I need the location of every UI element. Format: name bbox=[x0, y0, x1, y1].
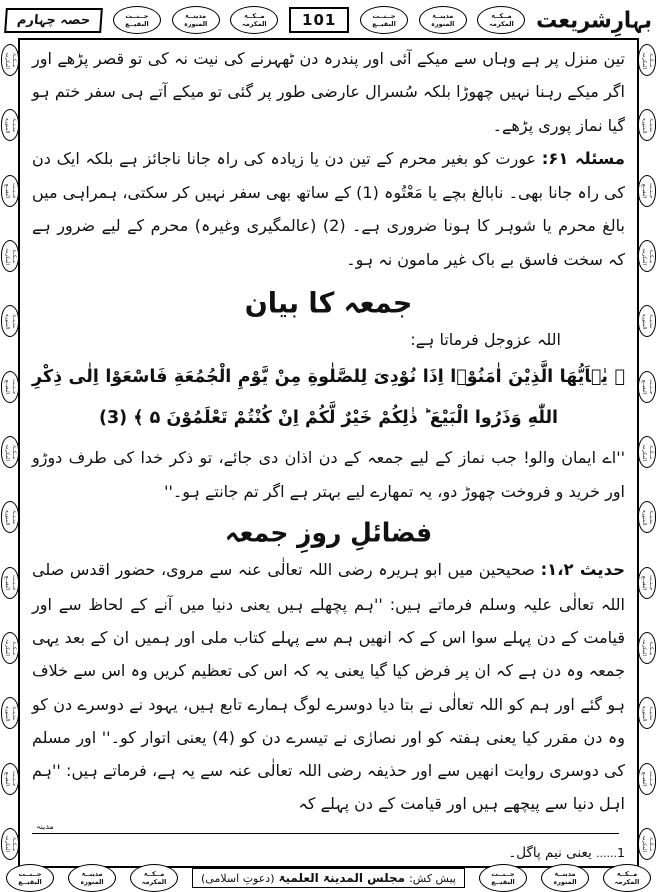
catchword: مدینہ bbox=[36, 821, 54, 831]
badge-line: المکرمہ bbox=[614, 878, 640, 886]
badge-line: المکرمہ bbox=[141, 878, 167, 886]
hadith-paragraph bbox=[32, 553, 625, 820]
badge-makkah-mukarramah bbox=[603, 864, 651, 892]
margin-badge-madinah: مدینــۃ المنورہ bbox=[1, 109, 19, 141]
badge-jannat-albaqi bbox=[113, 6, 161, 34]
badge-line: مــکــۃ bbox=[143, 869, 165, 878]
badge-line: مدینــۃ bbox=[81, 869, 103, 878]
translation-text: ''اے ایمان والو! جب نماز کے لیے جمعہ کے دن اذان دی جائے، تو ذکر خدا کی طرف دوڑو اور خرید و فروخت چھوڑ دو، یہ تمھارے لیے بہتر ہے اگر تم جانتے ہو۔'' bbox=[32, 448, 625, 501]
badge-line: البقیــع bbox=[372, 20, 396, 28]
badge-line: جــنــت bbox=[18, 869, 42, 878]
left-margin-badge-rail bbox=[0, 44, 20, 860]
badge-madinah-munawwarah bbox=[419, 6, 467, 34]
margin-badge-jannat: جــنــت البقیــع bbox=[638, 175, 656, 207]
masala-text: عورت کو بغیر محرم کے تین دن یا زیادہ کی راہ جانا ناجائز ہے بلکہ ایک دن کی راہ جانا بھی۔ نابالغ بچے یا مَعْتُوہ (1) کے ساتھ بھی سفر نہیں کر سکتی، ہمراہی میں بالغ محرم یا شوہر کا ہونا ضروری ہے۔ (2) (عالمگیری وغیرہ) محرم کے لیے ضرور ہے کہ سخت فاسق بے باک غیر مامون نہ ہو۔ bbox=[32, 148, 625, 269]
badge-line: المنورہ bbox=[553, 878, 577, 886]
footnote-number: 1 bbox=[617, 844, 625, 860]
header-row bbox=[0, 4, 657, 36]
badge-makkah-mukarramah bbox=[230, 6, 278, 34]
margin-badge-makkah: مــکــۃ المکرمہ bbox=[638, 828, 656, 860]
paragraph-text: تین منزل پر ہے وہاں سے میکے آئی اور پندرہ دن ٹھہرنے کی نیت نہ کی تو قصر پڑھے اور اگر میکے رہنا نہیں چھوڑا بلکہ سُسرال عارضی طور پر گئی تو میکے آتے ہی سفر ختم ہو گیا نماز پوری پڑھے۔ bbox=[32, 49, 625, 135]
right-margin-badge-rail bbox=[637, 44, 657, 860]
margin-badge-madinah: مدینــۃ المنورہ bbox=[1, 697, 19, 729]
publisher-label: پیش کش: bbox=[409, 871, 456, 885]
page-number: 101 bbox=[289, 7, 349, 33]
badge-madinah-munawwarah bbox=[541, 864, 589, 892]
section-heading-jumua: جمعہ کا بیان bbox=[244, 287, 413, 320]
margin-badge-makkah: مــکــۃ المکرمہ bbox=[1, 44, 19, 76]
badge-madinah-munawwarah bbox=[172, 6, 220, 34]
badge-jannat-albaqi bbox=[360, 6, 408, 34]
badge-line: جــنــت bbox=[372, 11, 396, 20]
part-label-box: حصہ چہارم bbox=[4, 8, 103, 33]
margin-badge-makkah: مــکــۃ المکرمہ bbox=[1, 436, 19, 468]
margin-badge-makkah: مــکــۃ المکرمہ bbox=[638, 436, 656, 468]
publisher-box bbox=[192, 868, 465, 888]
quran-intro-line: اللہ عزوجل فرماتا ہے: bbox=[410, 330, 561, 350]
badge-line: المکرمہ bbox=[489, 20, 514, 28]
badge-line: جــنــت bbox=[491, 869, 515, 878]
badge-line: مدینــۃ bbox=[432, 11, 454, 20]
margin-badge-madinah: مدینــۃ المنورہ bbox=[638, 501, 656, 533]
body-paragraph-travel-ruling bbox=[32, 42, 625, 142]
publisher-name: مجلس المدینۃ العلمیۃ bbox=[278, 871, 406, 885]
badge-line: البقیــع bbox=[491, 878, 515, 886]
margin-badge-jannat: جــنــت البقیــع bbox=[1, 567, 19, 599]
book-title: بہارِشریعت bbox=[536, 7, 652, 33]
footer-row bbox=[0, 865, 657, 891]
margin-badge-jannat: جــنــت البقیــع bbox=[638, 567, 656, 599]
page-content bbox=[26, 40, 631, 866]
hadith-text: صحیحین میں ابو ہریرہ رضی اللہ تعالٰی عنہ سے مروی، حضور اقدس صلی اللہ تعالٰی علیہ وسلم فرماتے ہیں: ''ہم پچھلے ہیں یعنی دنیا میں آنے کے لحاظ سے اور قیامت کے دن پہلے سوا اس کے کہ انھیں ہم سے پہلے کتاب ملی اور ہمیں ان کے بعد یہی جمعہ وہ دن ہے کہ ان پر فرض کیا گیا یعنی یہ کہ اس کی تعظیم کریں وہ اس سے خلاف ہو گئے اور ہم کو اللہ تعالٰی نے بتا دیا دوسرے لوگ ہمارے تابع ہیں، یہود نے دوسرے دن کو وہ دن مقرر کیا یعنی ہفتہ کو اور نصارٰی نے تیسرے دن کو (4) یعنی اتوار کو۔'' اور مسلم کی دوسری روایت انھیں سے اور حذیفہ رضی اللہ تعالٰی عنہ سے یہ ہے، فرماتے ہیں: ''ہم اہل دنیا سے پیچھے ہیں اور قیامت کے دن پہلے کہ bbox=[32, 560, 625, 814]
footnote-leader-dots: ...... bbox=[596, 846, 618, 860]
margin-badge-jannat: جــنــت البقیــع bbox=[1, 371, 19, 403]
badge-line: المنورہ bbox=[431, 20, 455, 28]
footnotes-block bbox=[32, 840, 625, 866]
badge-line: مدینــۃ bbox=[554, 869, 576, 878]
badge-line: البقیــع bbox=[18, 878, 42, 886]
margin-badge-makkah: مــکــۃ المکرمہ bbox=[1, 632, 19, 664]
publisher-suffix: (دعوتِ اسلامی) bbox=[201, 871, 275, 885]
badge-line: المنورہ bbox=[80, 878, 104, 886]
margin-badge-jannat: جــنــت البقیــع bbox=[638, 371, 656, 403]
masala-number-label: مسئلہ ۶۱: bbox=[541, 148, 625, 168]
badge-makkah-mukarramah bbox=[477, 6, 525, 34]
footnote-1 bbox=[32, 840, 625, 866]
margin-badge-jannat: جــنــت البقیــع bbox=[1, 175, 19, 207]
margin-badge-madinah: مدینــۃ المنورہ bbox=[1, 305, 19, 337]
margin-badge-madinah: مدینــۃ المنورہ bbox=[638, 305, 656, 337]
hadith-number-label: حدیث ۱،۲: bbox=[540, 560, 626, 580]
badge-line: البقیــع bbox=[125, 20, 149, 28]
verse-translation bbox=[32, 441, 625, 508]
badge-makkah-mukarramah bbox=[130, 864, 178, 892]
margin-badge-makkah: مــکــۃ المکرمہ bbox=[638, 44, 656, 76]
margin-badge-madinah: مدینــۃ المنورہ bbox=[638, 109, 656, 141]
separator-line bbox=[32, 833, 619, 834]
footnote-text: یعنی نیم پاگل۔ bbox=[508, 844, 592, 861]
margin-badge-jannat: جــنــت البقیــع bbox=[1, 763, 19, 795]
footnote-separator bbox=[32, 821, 625, 839]
margin-badge-madinah: مدینــۃ المنورہ bbox=[638, 697, 656, 729]
margin-badge-makkah: مــکــۃ المکرمہ bbox=[1, 828, 19, 860]
badge-line: المنورہ bbox=[183, 20, 208, 28]
margin-badge-jannat: جــنــت البقیــع bbox=[638, 763, 656, 795]
quran-verse-al-jumua: ﴿ یٰۤاَیُّهَا الَّذِیْنَ اٰمَنُوْۤا اِذَا نُوْدِیَ لِلصَّلٰوةِ مِنْ یَّوْمِ الْجُمُعَةِ فَاسْعَوْا اِلٰى ذِكْرِ اللّٰهِ وَذَرُوا الْبَیْعَ ؕ ذٰلِكُمْ خَیْرٌ لَّكُمْ اِنْ كُنْتُمْ تَعْلَمُوْنَ ۵ ﴾ (3) bbox=[32, 367, 625, 429]
badge-line: مدینــۃ bbox=[185, 11, 207, 20]
masala-61-paragraph bbox=[32, 142, 625, 276]
badge-madinah-munawwarah bbox=[68, 864, 116, 892]
margin-badge-madinah: مدینــۃ المنورہ bbox=[1, 501, 19, 533]
badge-line: مــکــۃ bbox=[244, 11, 265, 20]
badge-jannat-albaqi bbox=[6, 864, 54, 892]
margin-badge-makkah: مــکــۃ المکرمہ bbox=[638, 632, 656, 664]
badge-line: مــکــۃ bbox=[616, 869, 638, 878]
margin-badge-makkah: مــکــۃ المکرمہ bbox=[1, 240, 19, 272]
section-heading-virtues-of-friday: فضائلِ روزِ جمعہ bbox=[224, 517, 433, 548]
badge-jannat-albaqi bbox=[479, 864, 527, 892]
badge-line: مــکــۃ bbox=[491, 11, 512, 20]
margin-badge-makkah: مــکــۃ المکرمہ bbox=[638, 240, 656, 272]
badge-line: المکرمہ bbox=[241, 20, 267, 28]
badge-line: جــنــت bbox=[125, 11, 149, 20]
